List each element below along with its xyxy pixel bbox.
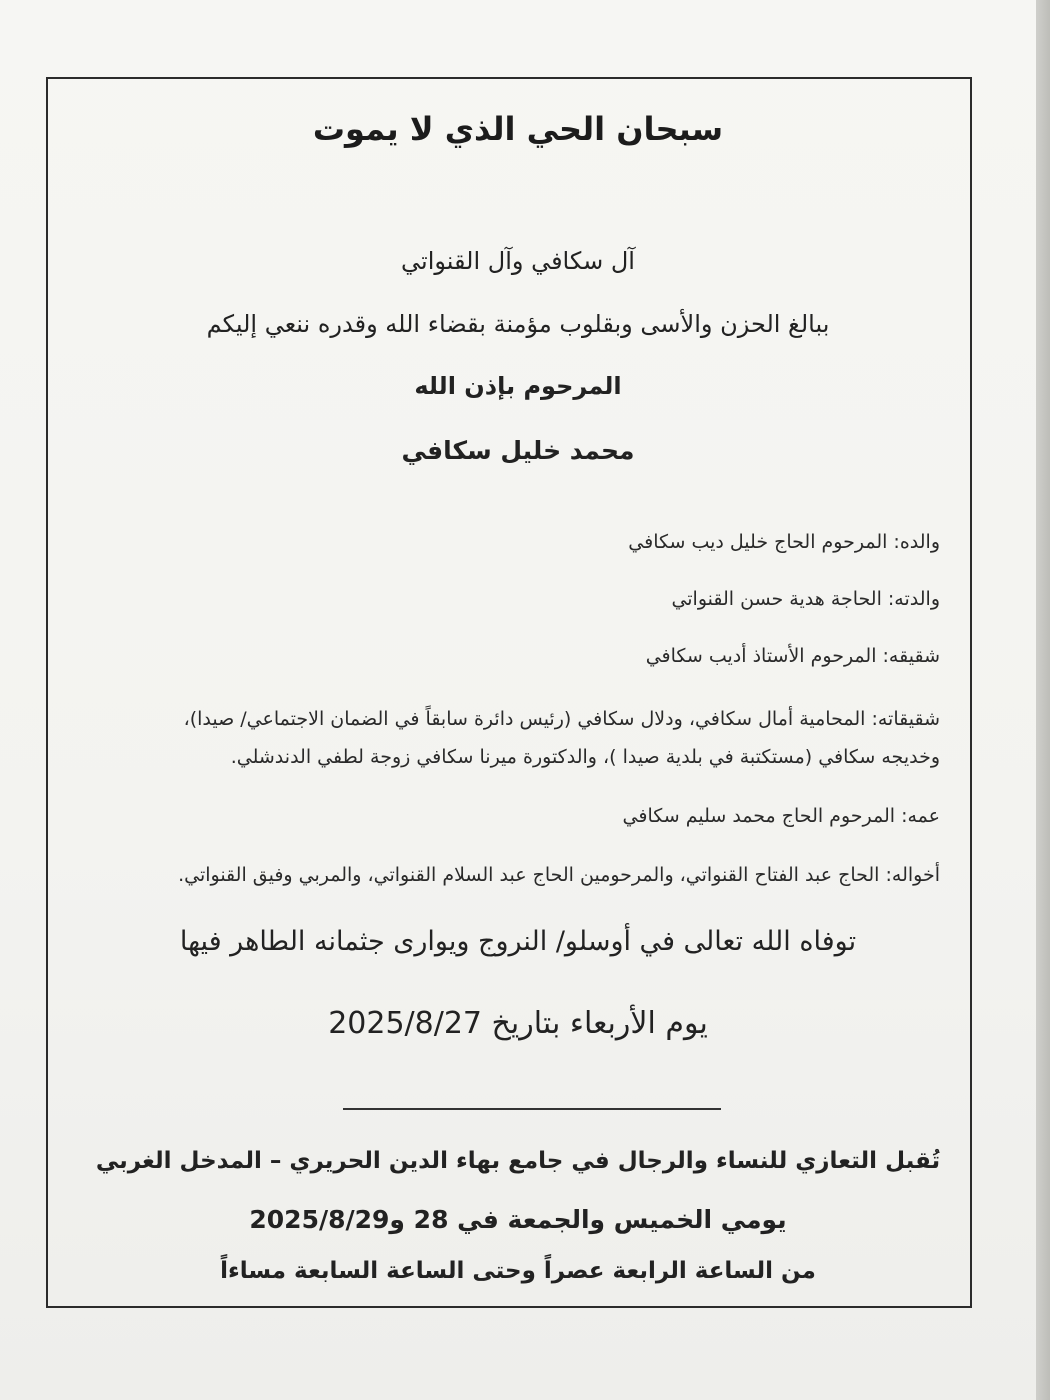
deceased-label: المرحوم بإذن الله	[414, 372, 622, 400]
background-edge	[1036, 0, 1050, 1400]
relative-mother: والدته: الحاجة هدية حسن القنواتي	[671, 588, 940, 610]
relative-brother: شقيقه: المرحوم الأستاذ أديب سكافي	[645, 645, 940, 667]
page-title: سبحان الحي الذي لا يموت	[312, 110, 724, 148]
condolence-place: تُقبل التعازي للنساء والرجال في جامع بهاء الدين الحريري – المدخل الغربي	[95, 1148, 941, 1174]
divider-line	[343, 1108, 721, 1110]
relative-sisters	[72, 700, 940, 776]
relative-paternal-uncle: عمه: المرحوم الحاج محمد سليم سكافي	[622, 805, 940, 827]
death-statement: توفاه الله تعالى في أوسلو/ النروج ويوارى جثمانه الطاهر فيها	[179, 926, 857, 957]
condolence-hours: من الساعة الرابعة عصراً وحتى الساعة السابعة مساءاً	[220, 1258, 816, 1284]
death-date: يوم الأربعاء بتاريخ 2025/8/27	[328, 1006, 708, 1041]
relative-maternal-uncles: أخواله: الحاج عبد الفتاح القنواتي، والمرحومين الحاج عبد السلام القنواتي، والمربي وفيق القنواتي.	[178, 864, 940, 886]
deceased-name: محمد خليل سكافي	[401, 436, 635, 465]
relative-father: والده: المرحوم الحاج خليل ديب سكافي	[628, 531, 940, 553]
condolence-days: يومي الخميس والجمعة في 28 و2025/8/29	[249, 1205, 787, 1234]
families-line: آل سكافي وآل القنواتي	[401, 247, 635, 275]
relative-sisters-line-1: شقيقاته: المحامية أمال سكافي، ودلال سكافي (رئيس دائرة سابقاً في الضمان الاجتماعي/ صيدا)،	[183, 708, 940, 730]
relative-sisters-line-2: وخديجه سكافي (مستكتبة في بلدية صيدا )، والدكتورة ميرنا سكافي زوجة لطفي الدندشلي.	[230, 746, 940, 768]
announcement-line: ببالغ الحزن والأسى وبقلوب مؤمنة بقضاء الله وقدره ننعي إليكم	[206, 310, 830, 338]
